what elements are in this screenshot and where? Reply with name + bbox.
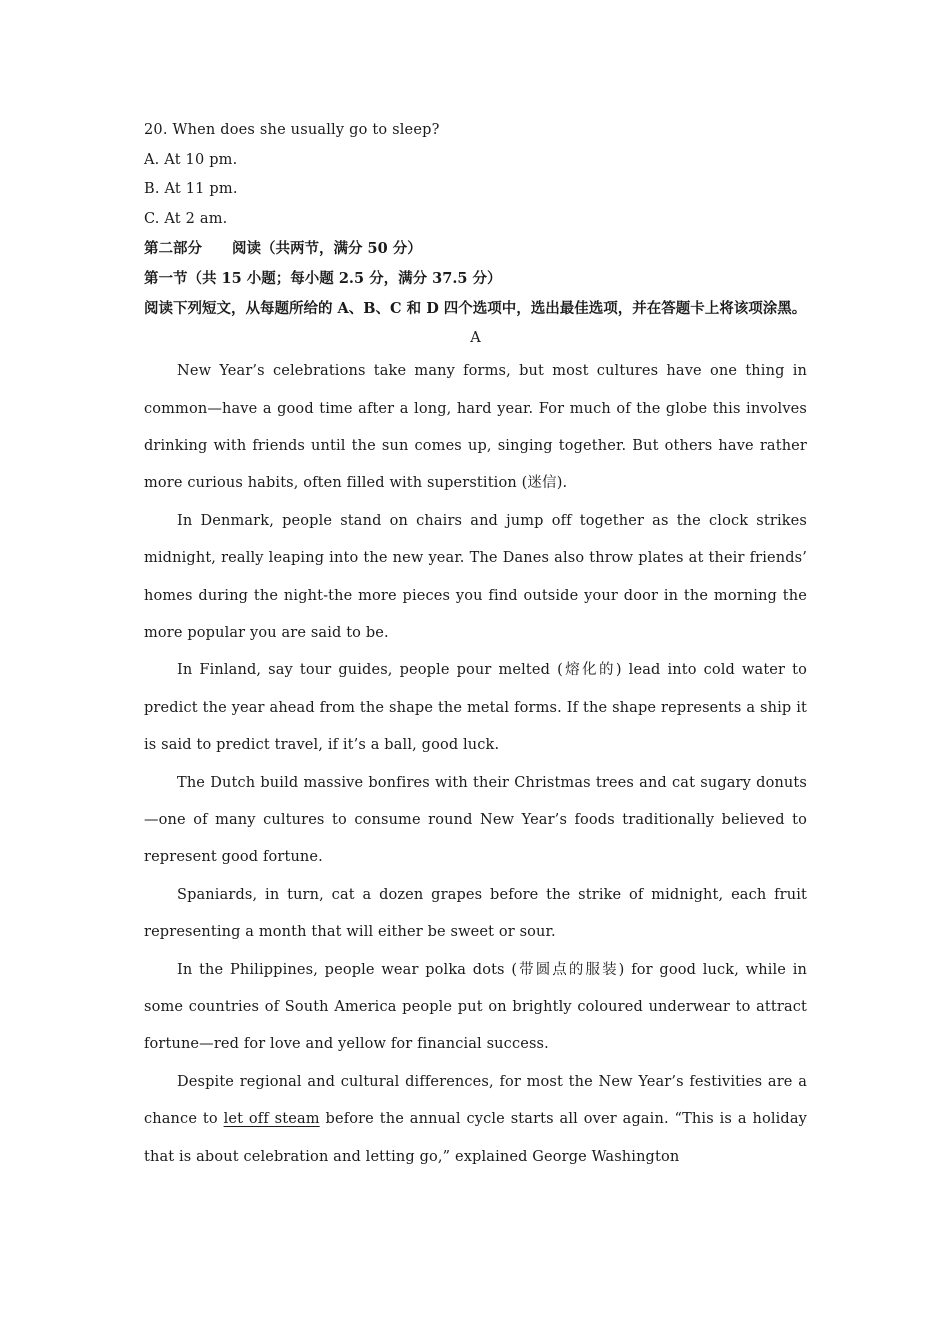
document-page [144, 116, 807, 1176]
underlined-phrase: let off steam [223, 1111, 320, 1128]
passage-paragraph-6: In the Philippines, people wear polka dots (带圆点的服装) for good luck, while in some countries of South America people put on brightly coloured underwear to attract fortune—red for love and yellow for financial success. [144, 961, 807, 1053]
reading-instructions: 阅读下列短文，从每题所给的 A、B、C 和 D 四个选项中，选出最佳选项，并在答题卡上将该项涂黑。 [144, 299, 807, 317]
option-a: A. At 10 pm. [144, 151, 238, 168]
section-one-heading: 第一节（共 15 小题；每小题 2.5 分，满分 37.5 分） [144, 269, 502, 287]
paragraph-7-start: Despite regional and cultural differences, for most the New Year’s festivities are a chance to [144, 1073, 807, 1128]
question-stem: 20. When does she usually go to sleep? [144, 122, 440, 138]
option-b: B. At 11 pm. [144, 181, 238, 198]
passage-paragraph-2: In Denmark, people stand on chairs and jump off together as the clock strikes midnight, really leaping into the new year. The Danes also throw plates at their friends’ homes during the night-the more pieces you find outside your door in the morning the more popular you are said to be. [144, 512, 807, 641]
passage-paragraph-1: New Year’s celebrations take many forms, but most cultures have one thing in common—have a good time after a long, hard year. For much of the globe this involves drinking with friends until the sun comes up, singing together. But others have rather more curious habits, often filled with superstition (迷信). [144, 363, 807, 492]
part-two-label: 第二部分 [144, 240, 202, 258]
passage-paragraph-3: In Finland, say tour guides, people pour melted (熔化的) lead into cold water to predict the year ahead from the shape the metal forms. If the shape represents a ship it is said to predict travel, if it’s a ball, good luck. [144, 662, 807, 754]
paragraph-7-end: before the annual cycle starts all over again. “This is a holiday that is about celebration and letting go,” explained George Washington [144, 1111, 808, 1165]
passage-paragraph-4: The Dutch build massive bonfires with their Christmas trees and cat sugary donuts—one of many cultures to consume round New Year’s foods traditionally believed to represent good fortune. [144, 774, 807, 866]
passage-label: A [470, 330, 481, 347]
passage-paragraph-7 [144, 1064, 807, 1176]
part-two-heading [144, 234, 807, 264]
option-c: C. At 2 am. [144, 210, 228, 227]
part-two-title: 阅读（共两节，满分 50 分） [232, 240, 422, 258]
passage-paragraph-5: Spaniards, in turn, cat a dozen grapes before the strike of midnight, each fruit representing a month that will either be sweet or sour. [144, 886, 807, 941]
